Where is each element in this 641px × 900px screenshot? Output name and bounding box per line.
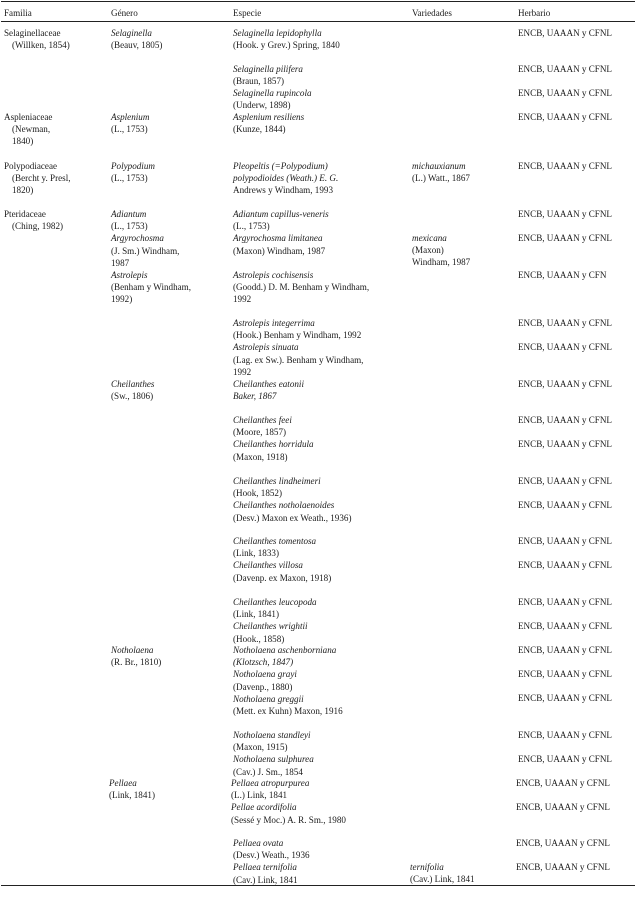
genero-cell: (R. Br., 1810) [111,657,162,668]
header-variedades: Variedades [412,8,452,18]
especie-cell: (Davenp., 1880) [233,681,293,692]
especie-cell: Cheilanthes villosa [233,560,303,571]
especie-cell: Cheilanthes horridula [233,439,314,450]
especie-cell: Cheilanthes lindheimeri [233,476,321,486]
especie-cell: Asplenium resiliens [233,112,305,122]
header-especie: Especie [233,8,262,18]
herbario-cell: ENCB, UAAAN y CFNL [518,476,612,486]
familia-cell: 1820) [12,185,34,196]
especie-cell: Adiantum capillus-veneris [233,209,329,219]
especie-cell: Cheilanthes notholaenoides [233,500,335,511]
especie-cell: Pellaea ovata [233,838,284,848]
bottom-rule [1,885,635,886]
familia-cell: (Newman, [12,124,51,135]
herbario-cell: ENCB, UAAAN y CFNL [518,161,612,171]
familia-cell: (Ching, 1982) [12,221,64,232]
especie-cell: (Lag. ex Sw.). Benham y Windham, [233,354,364,365]
especie-cell: (Mett. ex Kuhn) Maxon, 1916 [233,706,343,716]
herbario-cell: ENCB, UAAAN y CFNL [518,415,612,425]
especie-cell: (Link, 1841) [233,609,279,620]
genero-cell: Notholaena [111,645,154,655]
variedad-cell: michauxianum [412,161,466,171]
especie-cell: (Hook, 1852) [233,488,282,499]
familia-cell: Aspleniaceae [4,112,53,122]
especie-cell: Selaginella pilifera [233,64,303,74]
familia-cell: (Willken, 1854) [12,40,70,51]
especie-cell: Pellaea ternifolia [233,862,297,873]
herbario-cell: ENCB, UAAAN y CFNL [518,209,612,219]
header-genero: Género [111,8,138,18]
herbario-cell: ENCB, UAAAN y CFNL [518,500,612,510]
herbario-cell: ENCB, UAAAN y CFNL [518,730,612,740]
top-rule [1,1,635,2]
especie-cell: (Kunze, 1844) [233,124,286,135]
herbario-cell: ENCB, UAAAN y CFNL [518,342,612,352]
especie-cell: Notholaena grayi [233,669,297,680]
variedad-cell: (Maxon) [412,245,444,256]
especie-cell: (Cav.) J. Sm., 1854 [233,766,303,777]
genero-cell: Asplenium [111,112,150,122]
especie-cell: Notholaena standleyi [233,730,311,740]
herbario-cell: ENCB, UAAAN y CFNL [518,621,612,631]
especie-cell: 1992 [233,294,252,305]
herbario-cell: ENCB, UAAAN y CFNL [516,838,610,848]
header-herbario: Herbario [518,8,551,18]
especie-cell: (Braun, 1857) [233,76,285,87]
genero-cell: Polypodium [111,161,155,171]
variedad-cell: Windham, 1987 [412,257,471,268]
especie-cell: Cheilanthes eatonii [233,379,304,389]
especie-cell: (Hook.) Benham y Windham, 1992 [233,330,362,341]
especie-cell: (Hook. y Grev.) Spring, 1840 [233,40,340,51]
familia-cell: Polypodiaceae [4,161,58,171]
herbario-cell: ENCB, UAAAN y CFNL [518,318,612,328]
herbario-cell: ENCB, UAAAN y CFNL [516,802,610,812]
variedad-cell: ternifolia [410,862,444,872]
especie-cell: Selaginella lepidophylla [233,28,322,38]
genero-cell: (L., 1753) [111,173,148,184]
especie-cell: (Desv.) Weath., 1936 [233,850,310,861]
herbario-cell: ENCB, UAAAN y CFN [518,270,607,280]
especie-cell: Pellae acordifolia [231,802,297,813]
genero-cell: 1992) [111,294,133,305]
especie-cell: polypodioides (Weath.) E. G. [233,173,339,184]
herbario-cell: ENCB, UAAAN y CFNL [518,88,612,98]
herbario-cell: ENCB, UAAAN y CFNL [518,669,612,679]
header-rule [1,21,635,22]
especie-cell: Andrews y Windham, 1993 [233,185,333,196]
especie-cell: Astrolepis integerrima [233,318,315,328]
genero-cell: (Sw., 1806) [111,391,154,402]
genero-cell: (Link, 1841) [109,790,155,801]
genero-cell: (L., 1753) [111,124,148,135]
genero-cell: Cheilanthes [111,379,155,389]
especie-cell: (Maxon) Windham, 1987 [233,245,326,256]
genero-cell: 1987 [111,257,130,268]
especie-cell: (Moore, 1857) [233,427,287,438]
variedad-cell: mexicana [412,233,447,243]
especie-cell: (Hook., 1858) [233,633,285,644]
especie-cell: Notholaena greggii [233,693,304,704]
familia-cell: Selaginellaceae [4,28,61,38]
herbario-cell: ENCB, UAAAN y CFNL [518,28,612,38]
especie-cell: Notholaena sulphurea [233,754,314,765]
especie-cell: Argyrochosma limitanea [233,233,323,244]
especie-cell: (Davenp. ex Maxon, 1918) [233,572,332,583]
especie-cell: Astrolepis cochisensis [233,270,314,280]
genero-cell: (J. Sm.) Windham, [111,245,180,256]
genero-cell: (L., 1753) [111,221,148,232]
especie-cell: Cheilanthes feei [233,415,292,425]
especie-cell: (Link, 1833) [233,548,279,559]
genero-cell: Selaginella [111,28,152,38]
especie-cell: (Klotzsch, 1847) [233,657,294,668]
especie-cell: (Cav.) Link, 1841 [233,874,298,885]
variedad-cell: (Cav.) Link, 1841 [410,874,475,885]
herbario-cell: ENCB, UAAAN y CFNL [518,64,612,74]
especie-cell: (Desv.) Maxon ex Weath., 1936) [233,512,352,523]
herbario-cell: ENCB, UAAAN y CFNL [516,862,610,872]
herbario-cell: ENCB, UAAAN y CFNL [518,439,612,449]
especie-cell: Selaginella rupincola [233,88,312,98]
genero-cell: (Benham y Windham, [111,282,192,293]
especie-cell: (Sessé y Moc.) A. R. Sm., 1980 [231,814,346,825]
herbario-cell: ENCB, UAAAN y CFNL [518,112,612,122]
herbario-cell: ENCB, UAAAN y CFNL [518,597,612,607]
genero-cell: Astrolepis [111,270,148,280]
especie-cell: Baker, 1867 [233,391,277,402]
header-familia: Familia [4,8,32,18]
especie-cell: (Goodd.) D. M. Benham y Windham, [233,282,370,293]
especie-cell: Cheilanthes wrightii [233,621,308,632]
herbario-cell: ENCB, UAAAN y CFNL [518,560,612,570]
herbario-cell: ENCB, UAAAN y CFNL [518,754,612,764]
familia-cell: 1840) [12,136,34,147]
herbario-cell: ENCB, UAAAN y CFNL [518,536,612,546]
variedad-cell: (L.) Watt., 1867 [412,173,470,184]
especie-cell: (Underw, 1898) [233,100,291,111]
familia-cell: (Bercht y. Presl, [12,173,71,184]
herbario-cell: ENCB, UAAAN y CFNL [518,379,612,389]
genero-cell: Adiantum [111,209,147,219]
herbario-cell: ENCB, UAAAN y CFNL [516,778,610,788]
herbario-cell: ENCB, UAAAN y CFNL [518,645,612,655]
especie-cell: Astrolepis sinuata [233,342,299,353]
herbario-cell: ENCB, UAAAN y CFNL [518,233,612,243]
especie-cell: (Maxon, 1915) [233,742,288,753]
especie-cell: Notholaena aschenborniana [233,645,337,655]
especie-cell: (Maxon, 1918) [233,451,288,462]
genero-cell: Pellaea [109,778,137,788]
especie-cell: Cheilanthes tomentosa [233,536,317,546]
especie-cell: Pleopeltis (=Polypodium) [233,161,328,171]
herbario-cell: ENCB, UAAAN y CFNL [518,693,612,703]
familia-cell: Pteridaceae [4,209,46,219]
especie-cell: Cheilanthes leucopoda [233,597,317,607]
genero-cell: Argyrochosma [111,233,164,244]
especie-cell: (L.) Link, 1841 [231,790,288,801]
especie-cell: 1992 [233,366,252,377]
especie-cell: (L., 1753) [233,221,270,232]
especie-cell: Pellaea atropurpurea [231,778,310,788]
genero-cell: (Beauv, 1805) [111,40,163,51]
